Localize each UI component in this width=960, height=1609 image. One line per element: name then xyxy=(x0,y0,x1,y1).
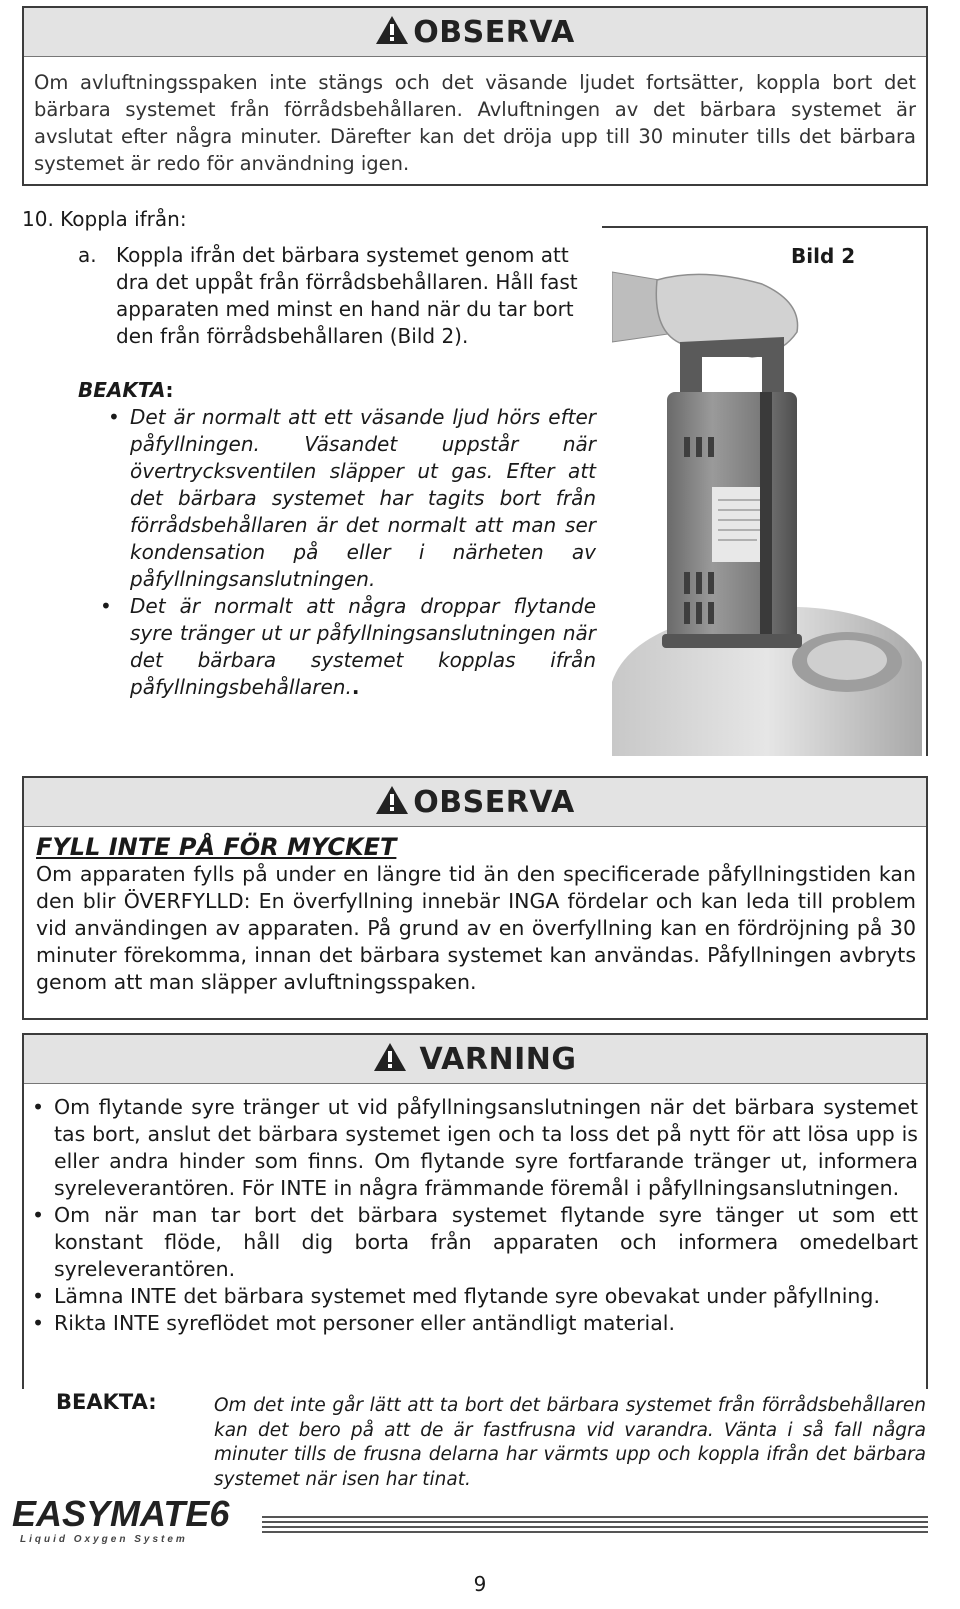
list-item-text: Lämna INTE det bärbara systemet med flytande syre obevakat under påfyllning. xyxy=(54,1284,880,1308)
easymate-logo xyxy=(10,1490,260,1546)
observa-title-2: OBSERVA xyxy=(413,784,575,820)
overfill-subtitle: FYLL INTE PÅ FÖR MYCKET xyxy=(36,833,397,861)
bullet-dot-icon: • xyxy=(108,405,120,429)
list-item xyxy=(100,404,596,593)
observa-header-2 xyxy=(24,778,926,827)
warning-triangle-icon xyxy=(375,785,409,815)
beakta-label-2: BEAKTA: xyxy=(56,1390,157,1414)
list-item xyxy=(32,1310,918,1337)
list-item-text: Om när man tar bort det bärbara systemet flytande syre tänger ut som ett konstant flöde, håll dig borta från apparaten och informera omedelbart syreleverantören. xyxy=(54,1203,918,1281)
list-item-text: Det är normalt att ett väsande ljud hörs efter påfyllningen. Väsandet uppstår när övertrycksventilen släpper ut gas. Efter att det bärbara systemet har tagits bort från förrådsbehållaren är det normalt att man ser kondensation på eller i närheten av påfyllningsanslutningen. xyxy=(130,405,596,591)
warning-triangle-icon xyxy=(375,15,409,45)
footer-rule xyxy=(262,1521,928,1523)
observa-text-1: Om avluftningsspaken inte stängs och det väsande ljudet fortsätter, koppla bort det bärbara systemet från förrådsbehållaren. Avluftningen av det bärbara systemet är avslutat efter några minuter. Därefter kan det dröja upp till 30 minuter tills det bärbara systemet är redo för användning igen. xyxy=(34,71,916,175)
footer-rule xyxy=(262,1526,928,1528)
footer-rule xyxy=(262,1531,928,1533)
varning-box xyxy=(22,1033,928,1389)
bullet-dot-icon: • xyxy=(32,1284,45,1308)
observa-title-1: OBSERVA xyxy=(413,14,575,50)
list-item xyxy=(32,1202,918,1283)
observa-box-1 xyxy=(22,6,928,186)
bullet-dot-icon: • xyxy=(32,1095,45,1119)
step-heading: 10. Koppla ifrån: xyxy=(22,207,187,231)
step-item-marker: a. xyxy=(78,243,97,267)
list-item-text: Om flytande syre tränger ut vid påfyllningsanslutningen när det bärbara systemet tas bort, anslut det bärbara systemet igen och ta loss det på nytt för att lösa upp is eller andra hinder som finns. Om flytande syre fortfarande tränger ut, informera syreleverantören. För INTE in några främmande föremål i påfyllningsanslutningen. xyxy=(54,1095,918,1200)
beakta-label-text: BEAKTA xyxy=(78,378,166,402)
list-item-text: Det är normalt att några droppar flytande syre tränger ut ur påfyllningsanslutningen när det bärbara systemet kopplas ifrån påfyllningsbehållaren. xyxy=(130,594,596,699)
footer-rule xyxy=(262,1516,928,1518)
beakta-text-2: Om det inte går lätt att ta bort det bärbara systemet från förrådsbehållaren kan det bero på att de är fastfrusna vid varandra. Vänta i så fall några minuter tills de frusna delarna har värmts upp och koppla ifrån det bärbara systemet när isen har tinat. xyxy=(214,1395,926,1490)
page-number: 9 xyxy=(473,1572,487,1596)
bullet-dot-icon: • xyxy=(32,1203,45,1227)
figure-label: Bild 2 xyxy=(791,244,856,268)
logo-subtext: Liquid Oxygen System xyxy=(20,1534,188,1545)
list-item-final-period: . xyxy=(351,675,360,699)
device-photo-illustration xyxy=(612,262,922,756)
warning-triangle-icon xyxy=(373,1042,407,1072)
varning-bullet-list xyxy=(24,1084,926,1337)
beakta-bullet-list-1 xyxy=(100,404,596,701)
list-item xyxy=(100,593,596,701)
bullet-dot-icon: • xyxy=(32,1311,45,1335)
step-item-text: Koppla ifrån det bärbara systemet genom att dra det uppåt från förrådsbehållaren. Håll fast apparaten med minst en hand när du tar bort den från förrådsbehållaren (Bild 2). xyxy=(116,243,578,348)
beakta-label-colon: : xyxy=(165,378,174,402)
overfill-text: Om apparaten fylls på under en längre tid än den specificerade påfyllningstiden kan den blir ÖVERFYLLD: En överfyllning innebär INGA fördelar och kan leda till problem vid användingen av apparaten. På grund av en överfyllning kan en fördröjning på 30 minuter förekomma, innan det bärbara systemet kan användas. Påfyllningen avbryts genom att man släpper avluftningsspaken. xyxy=(36,862,916,994)
list-item-text: Rikta INTE syreflödet mot personer eller antändligt material. xyxy=(54,1311,675,1335)
list-item xyxy=(32,1094,918,1202)
logo-text: EASYMATE6 xyxy=(12,1493,230,1534)
varning-header xyxy=(24,1035,926,1084)
varning-title: VARNING xyxy=(419,1041,577,1077)
observa-header-1 xyxy=(24,8,926,57)
observa-box-2 xyxy=(22,776,928,1020)
beakta-label-1 xyxy=(78,377,173,404)
list-item xyxy=(32,1283,918,1310)
bullet-dot-icon: • xyxy=(100,594,112,618)
